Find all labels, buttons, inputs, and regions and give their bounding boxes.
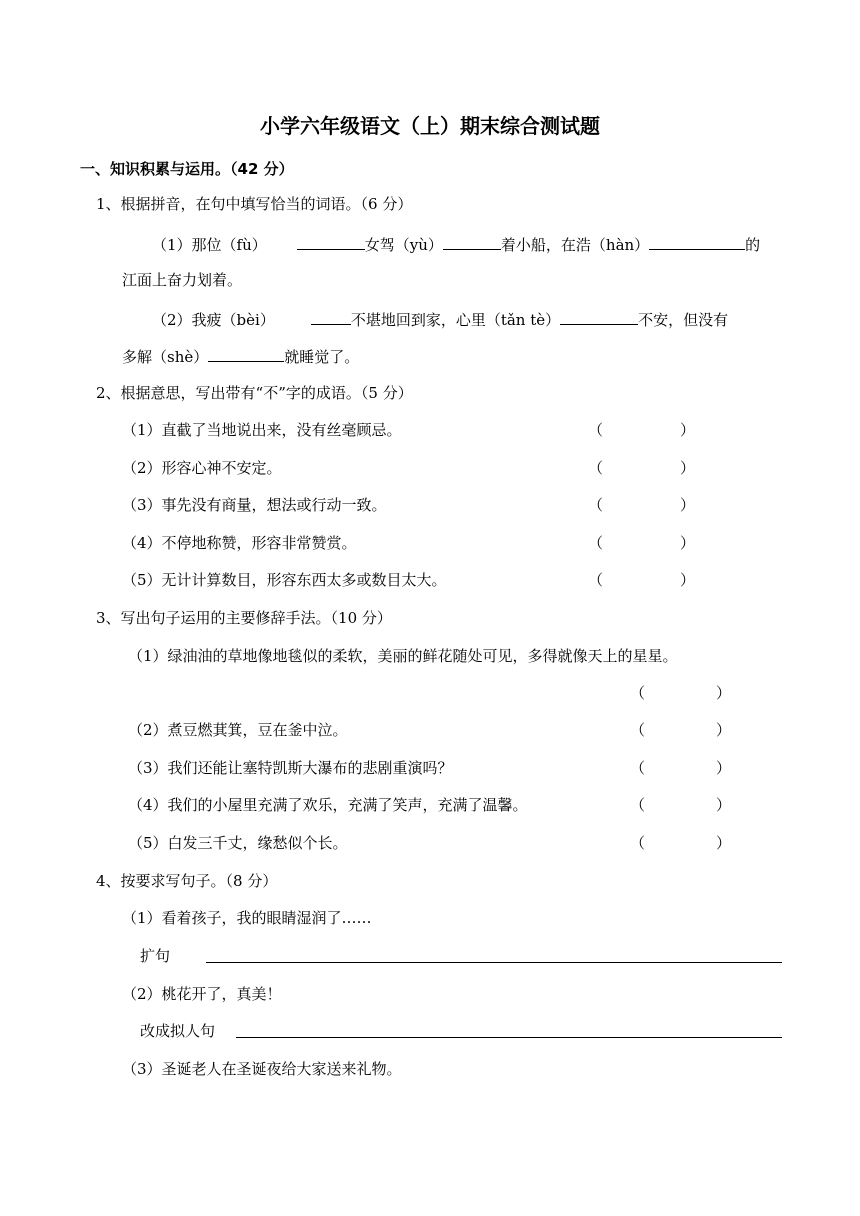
answer-paren-close: ）	[680, 459, 696, 477]
answer-line[interactable]	[206, 962, 782, 963]
question-1-line-2	[152, 308, 728, 330]
answer-blank[interactable]	[443, 233, 501, 250]
question-3-item: （4）我们的小屋里充满了欢乐，充满了笑声，充满了温馨。	[128, 796, 528, 814]
question-4-item: （3）圣诞老人在圣诞夜给大家送来礼物。	[122, 1060, 402, 1078]
answer-paren-close: ）	[716, 796, 732, 814]
answer-paren-close: ）	[716, 684, 732, 702]
answer-blank[interactable]	[311, 308, 351, 325]
answer-paren-open: （	[630, 759, 646, 777]
answer-paren-close: ）	[716, 834, 732, 852]
question-3-item: （2）煮豆燃萁箕，豆在釜中泣。	[128, 721, 348, 739]
question-3-item: （1）绿油油的草地像地毯似的柔软，美丽的鲜花随处可见，多得就像天上的星星。	[128, 647, 678, 665]
question-1-line-2-cont	[122, 345, 359, 367]
question-2-stem: 2、根据意思，写出带有“不”字的成语。（5 分）	[96, 384, 413, 402]
question-2-item: （4）不停地称赞，形容非常赞赏。	[122, 534, 357, 552]
question-3-item: （5）白发三千丈，缘愁似个长。	[128, 834, 348, 852]
answer-paren-open: （	[588, 534, 604, 552]
answer-blank[interactable]	[208, 345, 284, 362]
answer-blank[interactable]	[297, 233, 365, 250]
question-4-stem: 4、按要求写句子。（8 分）	[96, 872, 278, 890]
answer-paren-close: ）	[680, 421, 696, 439]
question-2-item: （5）无计计算数目，形容东西太多或数目太大。	[122, 571, 447, 589]
question-1-line-1	[152, 233, 760, 255]
personification-label: 改成拟人句	[140, 1022, 216, 1040]
q1-s2-cont-b: 就睡觉了。	[284, 348, 360, 366]
question-3-item: （3）我们还能让塞特凯斯大瀑布的悲剧重演吗？	[128, 759, 453, 777]
q1-s1-part-c: 着小船，在浩（hàn）	[500, 236, 650, 254]
answer-blank[interactable]	[649, 233, 745, 250]
question-3-stem: 3、写出句子运用的主要修辞手法。（10 分）	[96, 609, 392, 627]
answer-paren-close: ）	[680, 571, 696, 589]
q1-s1-part-a: （1）那位（fù）	[152, 236, 267, 254]
answer-paren-open: （	[630, 796, 646, 814]
q1-s2-part-c: 不安，但没有	[638, 311, 729, 329]
q1-s1-part-d: 的	[745, 236, 761, 254]
question-4-item: （2）桃花开了，真美！	[122, 985, 282, 1003]
answer-paren-close: ）	[716, 759, 732, 777]
question-2-item: （1）直截了当地说出来，没有丝毫顾忌。	[122, 421, 402, 439]
answer-paren-open: （	[588, 571, 604, 589]
answer-paren-close: ）	[716, 721, 732, 739]
question-1-stem: 1、根据拼音，在句中填写恰当的词语。（6 分）	[96, 195, 413, 213]
question-2-item: （2）形容心神不安定。	[122, 459, 282, 477]
answer-paren-open: （	[588, 421, 604, 439]
q1-s1-part-b: 女驾（yù）	[364, 236, 443, 254]
answer-paren-open: （	[588, 496, 604, 514]
section-heading: 一、知识积累与运用。（42 分）	[80, 160, 294, 178]
expand-sentence-label: 扩句	[140, 947, 171, 965]
question-4-item: （1）看着孩子，我的眼睛湿润了……	[122, 909, 372, 927]
answer-paren-open: （	[630, 834, 646, 852]
answer-line[interactable]	[236, 1037, 782, 1038]
answer-paren-open: （	[588, 459, 604, 477]
answer-paren-close: ）	[680, 534, 696, 552]
q1-s2-part-a: （2）我疲（bèi）	[152, 311, 275, 329]
answer-blank[interactable]	[560, 308, 638, 325]
page-title: 小学六年级语文（上）期末综合测试题	[260, 114, 600, 138]
answer-paren-close: ）	[680, 496, 696, 514]
question-1-line-1-cont: 江面上奋力划着。	[122, 271, 243, 289]
q1-s2-cont-a: 多解（shè）	[122, 348, 209, 366]
q1-s2-part-b: 不堪地回到家，心里（tǎn tè）	[350, 311, 561, 329]
answer-paren-open: （	[630, 684, 646, 702]
answer-paren-open: （	[630, 721, 646, 739]
question-2-item: （3）事先没有商量，想法或行动一致。	[122, 496, 387, 514]
